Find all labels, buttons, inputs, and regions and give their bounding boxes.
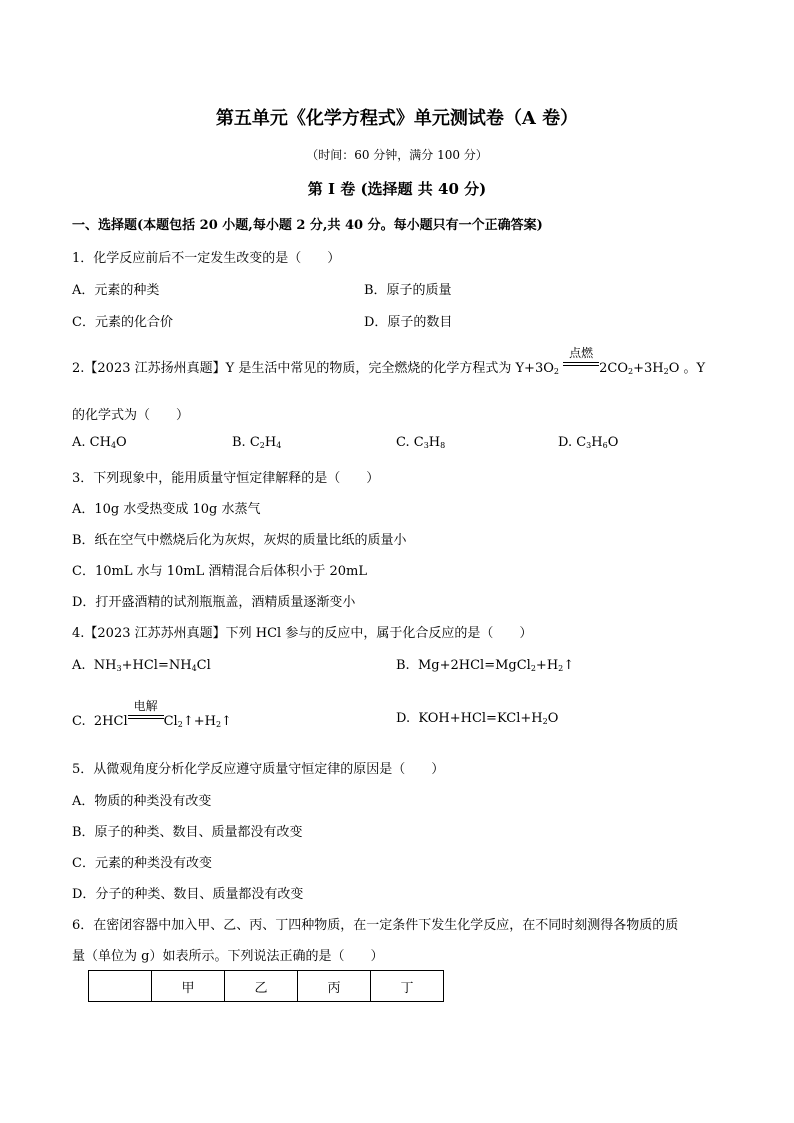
table-header-cell	[89, 971, 152, 1002]
question-4-option-b: B. $Mg+2HCl=MgCl_2+H_2↑$	[396, 658, 575, 673]
question-4-option-c: C. 2HCl 电解 $Cl_2↑+H_2↑$	[72, 699, 232, 729]
question-5-option-b: B．原子的种类、数目、质量都没有改变	[72, 825, 303, 840]
subscript: 2	[663, 367, 669, 376]
reaction-condition: 电解	[128, 711, 164, 725]
exam-subtitle: （时间：60 分钟，满分 100 分）	[306, 148, 488, 162]
subscript: 2	[628, 367, 634, 376]
equation-bar	[563, 362, 599, 363]
question-1-option-a: A．元素的种类	[72, 283, 160, 298]
table-header-cell: 丙	[298, 971, 371, 1002]
question-6-stem-line2: 量（单位为 g）如表所示。下列说法正确的是（ ）	[72, 949, 384, 964]
question-3-option-d: D．打开盛酒精的试剂瓶瓶盖，酒精质量逐渐变小	[72, 595, 356, 610]
question-5-stem: 5．从微观角度分析化学反应遵守质量守恒定律的原因是（ ）	[72, 762, 445, 777]
table-header-cell: 甲	[152, 971, 225, 1002]
question-4-stem: 4.【2023 江苏苏州真题】下列 HCl 参与的反应中，属于化合反应的是（ ）	[72, 626, 533, 641]
question-3-option-b: B．纸在空气中燃烧后化为灰烬，灰烬的质量比纸的质量小	[72, 533, 407, 548]
equation-bar	[563, 365, 599, 366]
question-2-stem-line2: 的化学式为（ ）	[72, 408, 190, 423]
question-1-option-c: C．元素的化合价	[72, 315, 173, 330]
table-header-cell: 丁	[371, 971, 444, 1002]
question-2-option-d: D. $C_3H_6O$	[558, 435, 619, 450]
question-4-option-d: D. $KOH+HCl=KCl+H_2O$	[396, 711, 559, 726]
question-2-option-a: A. $CH_4O$	[72, 435, 127, 450]
question-2-prefix: 2.【2023 江苏扬州真题】Y 是生活中常见的物质，完全燃烧的化学方程式为 Y+3O	[72, 361, 554, 376]
question-4-option-a: A. $NH_3+HCl=NH_4Cl$	[72, 658, 211, 673]
question-2-stem	[72, 346, 706, 376]
question-6-stem: 6．在密闭容器中加入甲、乙、丙、丁四种物质，在一定条件下发生化学反应，在不同时刻测得各物质的质	[72, 918, 679, 933]
question-1-stem: 1．化学反应前后不一定发生改变的是（ ）	[72, 251, 341, 266]
equation-part: O 。Y	[668, 361, 706, 376]
page-title: 第五单元《化学方程式》单元测试卷（A 卷）	[215, 108, 579, 129]
question-3-option-c: C．10mL 水与 10mL 酒精混合后体积小于 20mL	[72, 564, 367, 579]
question-5-option-c: C．元素的种类没有改变	[72, 856, 212, 871]
reaction-condition	[563, 346, 599, 372]
part-heading: 第 I 卷 (选择题 共 40 分)	[307, 180, 487, 198]
question-2-option-c: C. $C_3H_8$	[396, 435, 446, 450]
question-3-stem: 3．下列现象中，能用质量守恒定律解释的是（ ）	[72, 471, 380, 486]
equation-part: 2CO	[599, 361, 628, 376]
table-header-row	[89, 971, 444, 1002]
section-heading: 一、选择题(本题包括 20 小题,每小题 2 分,共 40 分。每小题只有一个正确答案)	[72, 218, 543, 233]
question-3-option-a: A．10g 水受热变成 10g 水蒸气	[72, 502, 261, 517]
question-2-option-b: B. $C_2H_4$	[232, 435, 282, 450]
question-5-option-d: D．分子的种类、数目、质量都没有改变	[72, 887, 304, 902]
condition-label: 点燃	[569, 346, 594, 360]
question-1-option-d: D．原子的数目	[364, 315, 453, 330]
mass-table	[88, 970, 444, 1002]
question-1-option-b: B．原子的质量	[364, 283, 452, 298]
table-header-cell: 乙	[225, 971, 298, 1002]
equation-part: +3H	[633, 361, 664, 376]
subscript: 2	[553, 367, 559, 376]
question-5-option-a: A．物质的种类没有改变	[72, 794, 212, 809]
